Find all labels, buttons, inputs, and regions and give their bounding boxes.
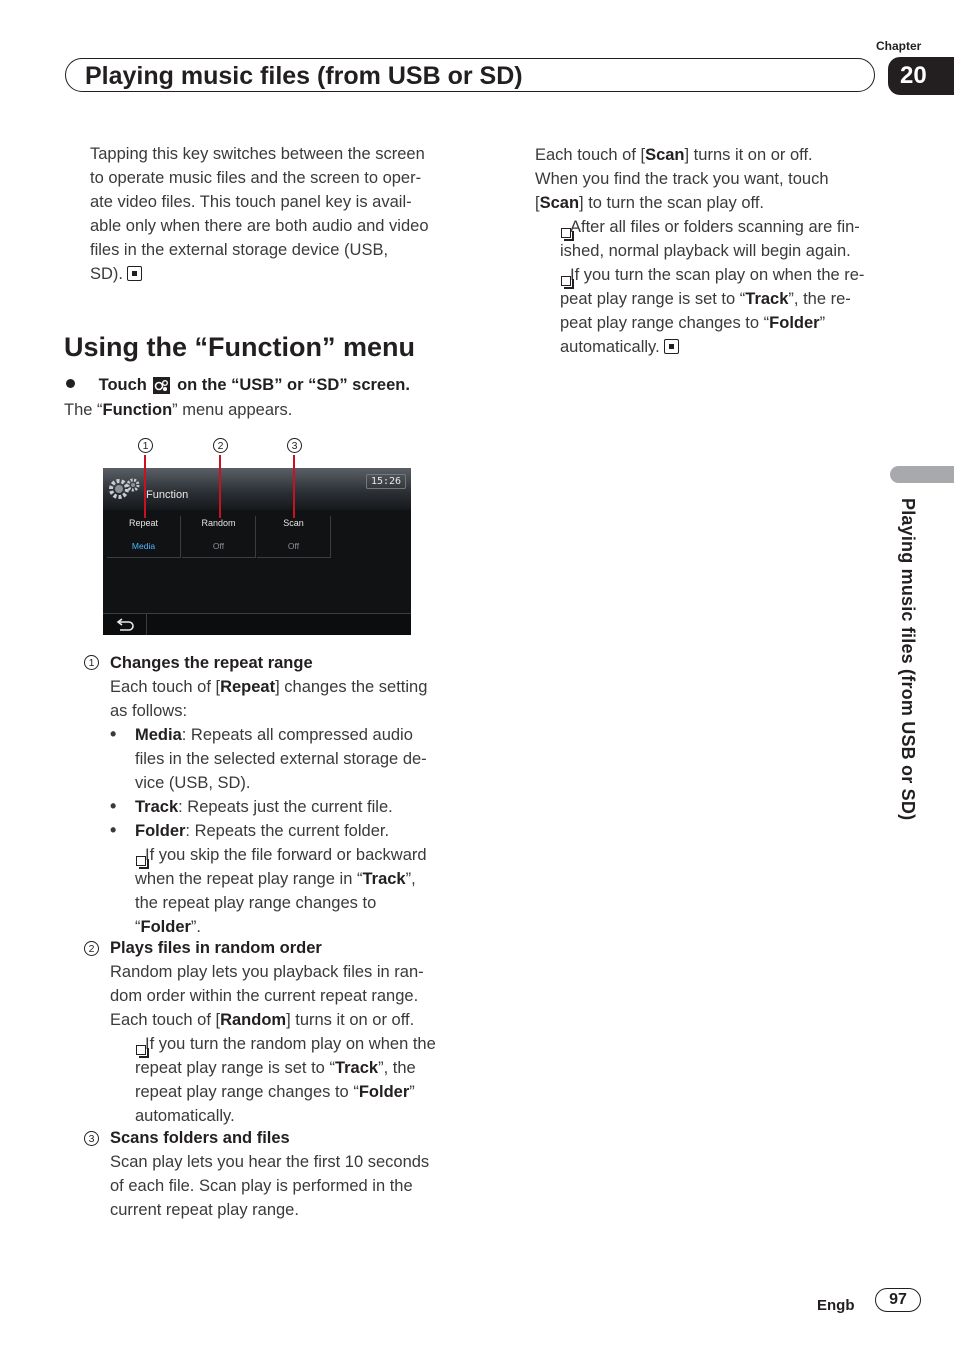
side-tab <box>890 466 954 483</box>
chapter-number: 20 <box>888 57 954 95</box>
side-tab-label: Playing music files (from USB or SD) <box>898 498 918 821</box>
chapter-label: Chapter <box>876 39 922 53</box>
back-arrow-icon <box>103 614 147 635</box>
page-title: Playing music files (from USB or SD) <box>85 62 523 90</box>
gear-icon <box>107 476 141 500</box>
scan-continued: Each touch of [Scan] turns it on or off. When you find the track you want, touch [Scan] to turn the scan play off. After all files or folders scanning are fin- ished, normal playback will begin again. If you turn the scan play on when the re- peat play range is set to “Track”, the re- peat play range changes to “Folder” automatically. <box>535 146 865 356</box>
item-2-number: 2 <box>84 941 99 956</box>
page-number: 97 <box>875 1288 921 1312</box>
item-1: Changes the repeat range Each touch of [Repeat] changes the setting as follows: <box>110 654 428 720</box>
callout-2: 2 <box>213 438 228 453</box>
item-3-number: 3 <box>84 1131 99 1146</box>
callout-line-1 <box>144 455 146 518</box>
intro-paragraph: Tapping this key switches between the screen to operate music files and the screen to oper- ate video files. This touch panel key is avail- able only when there are both audio and video files in the external storage device (USB, SD). <box>90 145 429 283</box>
clock: 15:26 <box>366 474 406 489</box>
random-button[interactable]: Random Off <box>182 516 256 558</box>
item-2: Plays files in random order Random play lets you playback files in ran- dom order within the current repeat range. Each touch of [Random] turns it on or off. If you turn the random play on when the repeat play range is set to “Track”, the repeat play range changes to “Folder” automatically. <box>110 939 436 1125</box>
note-icon <box>136 856 146 866</box>
end-mark-icon <box>664 339 679 354</box>
note-icon <box>561 276 571 286</box>
item-3: Scans folders and files Scan play lets you hear the first 10 seconds of each file. Scan play is performed in the current repeat play range. <box>110 1129 430 1219</box>
step-result: The “Function” menu appears. <box>64 401 293 419</box>
back-button[interactable] <box>103 614 147 635</box>
screen-title: Function <box>146 489 189 501</box>
item-1-number: 1 <box>84 655 99 670</box>
note-icon <box>136 1045 146 1055</box>
callout-3: 3 <box>287 438 302 453</box>
step-line: Touch on the “USB” or “SD” screen. <box>64 373 410 397</box>
section-heading: Using the “Function” menu <box>64 332 415 362</box>
end-mark-icon <box>127 266 142 281</box>
function-menu-screenshot <box>103 468 411 635</box>
repeat-button[interactable]: Repeat Media <box>107 516 181 558</box>
function-key-icon <box>153 377 170 394</box>
note-icon <box>561 228 571 238</box>
language-code: Engb <box>817 1297 855 1314</box>
bullet-icon <box>66 379 75 388</box>
callout-line-2 <box>219 455 221 518</box>
item-1-options: • Media: Repeats all compressed audio files in the selected external storage de- vice (USB, SD). • Track: Repeats just the current file. • Folder: Repeats the current folder. If you skip the file forward or backward when the repeat play range in “Track”, the repeat play range changes to “Folder”. <box>110 724 427 936</box>
callout-line-3 <box>293 455 295 518</box>
scan-button[interactable]: Scan Off <box>257 516 331 558</box>
callout-1: 1 <box>138 438 153 453</box>
